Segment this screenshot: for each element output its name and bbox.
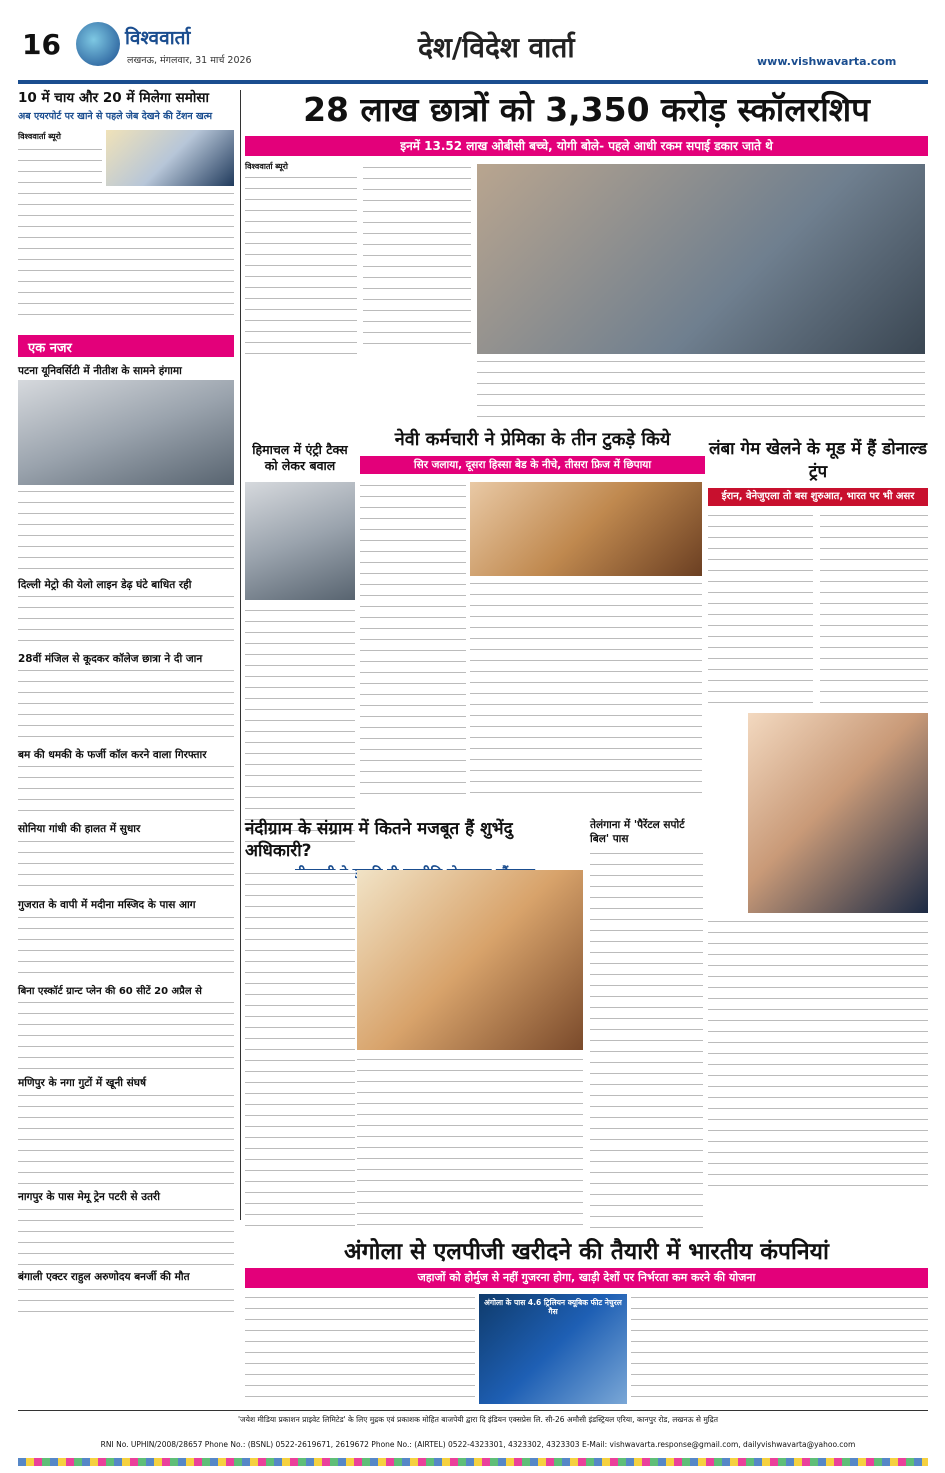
- trump-photo: [748, 713, 928, 913]
- brief-patna: पटना यूनिवर्सिटी में नीतीश के सामने हंगामा: [18, 365, 182, 377]
- navy-banner: सिर जलाया, दूसरा हिस्सा बेड के नीचे, तीसरा फ्रिज में छिपाया: [360, 456, 705, 474]
- section-title: देश/विदेश वार्ता: [418, 31, 575, 64]
- brief-bomb: बम की धमकी के फर्जी कॉल करने वाला गिरफ्तार: [18, 749, 207, 761]
- airport-text: [18, 146, 102, 186]
- brief-bengali-text: [18, 1286, 234, 1316]
- lead-bureau: विश्ववार्ता ब्यूरो: [245, 162, 288, 171]
- himachal-story: [245, 442, 355, 847]
- ek-najar-title: एक नजर: [28, 341, 72, 356]
- header: [0, 0, 945, 80]
- trump-text-3: [708, 918, 928, 1188]
- brief-sonia: सोनिया गांधी की हालत में सुधार: [18, 823, 141, 835]
- nandigram-headline: नंदीग्राम के संग्राम में कितने मजबूत हैं शुभेंदु अधिकारी?: [245, 819, 513, 861]
- angola-banner: जहाजों को होर्मुज से नहीं गुजरना होगा, खाड़ी देशों पर निर्भरता कम करने की योजना: [245, 1268, 928, 1288]
- airport-headline: 10 में चाय और 20 में मिलेगा समोसा: [18, 90, 209, 106]
- trump-headline: लंबा गेम खेलने के मूड में हैं डोनाल्ड ट्रंप: [708, 439, 928, 482]
- bureau-label: विश्ववार्ता ब्यूरो: [18, 132, 61, 141]
- header-rule: [18, 80, 928, 84]
- brief-jump-text: [18, 667, 234, 745]
- telangana-story: [590, 818, 703, 1228]
- lead-banner: इनमें 13.52 लाख ओबीसी बच्चे, योगी बोले- पहले आधी रकम सपाई डकार जाते थे: [245, 136, 928, 156]
- brief-jump: 28वीं मंजिल से कूदकर कॉलेज छात्रा ने दी जान: [18, 653, 203, 665]
- navy-text-1: [360, 482, 466, 802]
- left-column: [18, 90, 236, 1405]
- navy-text-2: [470, 580, 702, 802]
- brief-sonia-text: [18, 838, 234, 896]
- brief-manipur-text: [18, 1092, 234, 1188]
- telangana-headline: तेलंगाना में 'पैरेंटल सपोर्ट बिल' पास: [590, 819, 685, 845]
- brief-nagpur-text: [18, 1206, 234, 1268]
- brief-patna-text: [18, 488, 234, 576]
- trump-text-2: [820, 512, 928, 712]
- nandigram-story: [245, 818, 585, 1238]
- lead-text-col2: [363, 164, 471, 354]
- brand-name: विश्ववार्ता: [125, 27, 191, 49]
- footer-color-strip: [18, 1458, 928, 1466]
- brief-metro: दिल्ली मेट्रो की येलो लाइन डेढ़ घंटे बाधित रही: [18, 579, 192, 591]
- brief-bengali-actor: बंगाली एक्टर राहुल अरुणोदय बनर्जी की मौत: [18, 1271, 190, 1283]
- angola-headline: अंगोला से एलपीजी खरीदने की तैयारी में भारतीय कंपनियां: [344, 1239, 829, 1265]
- brief-manipur: मणिपुर के नगा गुटों में खूनी संघर्ष: [18, 1077, 147, 1089]
- angola-story: [245, 1238, 928, 1405]
- website-link[interactable]: www.vishwavarta.com: [757, 55, 897, 68]
- footer: [18, 1410, 928, 1473]
- angola-text-2: [631, 1294, 928, 1404]
- navy-story: [360, 428, 705, 812]
- brief-metro-text: [18, 593, 234, 649]
- page-number: 16: [22, 28, 61, 61]
- telangana-text: [590, 850, 703, 1228]
- left-col-divider: [240, 90, 241, 1220]
- trump-banner: ईरान, वेनेजुएला तो बस शुरुआत, भारत पर भी असर: [708, 488, 928, 506]
- logo-icon: [76, 22, 120, 66]
- nandigram-photo: [357, 870, 583, 1050]
- trump-text-1: [708, 512, 813, 712]
- airport-sub: अब एयरपोर्ट पर खाने से पहले जेब देखने की टेंशन खत्म: [18, 111, 213, 122]
- navy-photo: [470, 482, 702, 576]
- brief-nagpur: नागपुर के पास मेमू ट्रेन पटरी से उतरी: [18, 1191, 160, 1203]
- brief-plane: बिना एस्कॉर्ट ग्रान्ट प्लेन की 60 सीटें 20 अप्रैल से: [18, 986, 202, 997]
- himachal-text: [245, 607, 355, 847]
- brief-vapi: गुजरात के वापी में मदीना मस्जिद के पास आग: [18, 899, 196, 911]
- lead-text-col1: [245, 174, 357, 354]
- lead-headline: 28 लाख छात्रों को 3,350 करोड़ स्कॉलरशिप: [303, 90, 870, 129]
- footer-contact: RNI No. UPHIN/2008/28657 Phone No.: (BSNL) 0522-2619671, 2619672 Phone No.: (AIRTEL) 0522-4323301, 4323302, 4323303 E-Mail: vishwavarta.response@gmail.com, dailyvishwavarta@yahoo.com: [100, 1440, 856, 1449]
- brief-plane-text: [18, 999, 234, 1073]
- himachal-photo: [245, 482, 355, 600]
- navy-headline: नेवी कर्मचारी ने प्रेमिका के तीन टुकड़े किये: [394, 429, 671, 450]
- nandigram-text-1: [245, 870, 355, 1230]
- angola-map-title: अंगोला के पास 4.6 ट्रिलियन क्यूबिक फीट नेचुरल गैस: [484, 1298, 622, 1316]
- brief-vapi-text: [18, 914, 234, 980]
- trump-story: [708, 438, 928, 1190]
- nandigram-text-2: [357, 1056, 583, 1230]
- patna-photo: [18, 380, 234, 485]
- footer-imprint: 'जयेश मीडिया प्रकाशन प्राइवेट लिमिटेड' के लिए मुद्रक एवं प्रकाशक मोहित बाजपेयी द्वारा दि इंडियन एक्सप्रेस लि. सी-26 अमौसी इंडस्ट्रियल एरिया, कानपुर रोड, लखनऊ से मुद्रित: [237, 1415, 719, 1424]
- dateline: लखनऊ, मंगलवार, 31 मार्च 2026: [127, 55, 252, 66]
- airport-text-2: [18, 190, 234, 320]
- himachal-headline: हिमाचल में एंट्री टैक्स को लेकर बवाल: [252, 442, 348, 473]
- angola-text-1: [245, 1294, 475, 1404]
- footer-rule: [18, 1410, 928, 1411]
- airport-image: [106, 130, 234, 186]
- brief-bomb-text: [18, 763, 234, 819]
